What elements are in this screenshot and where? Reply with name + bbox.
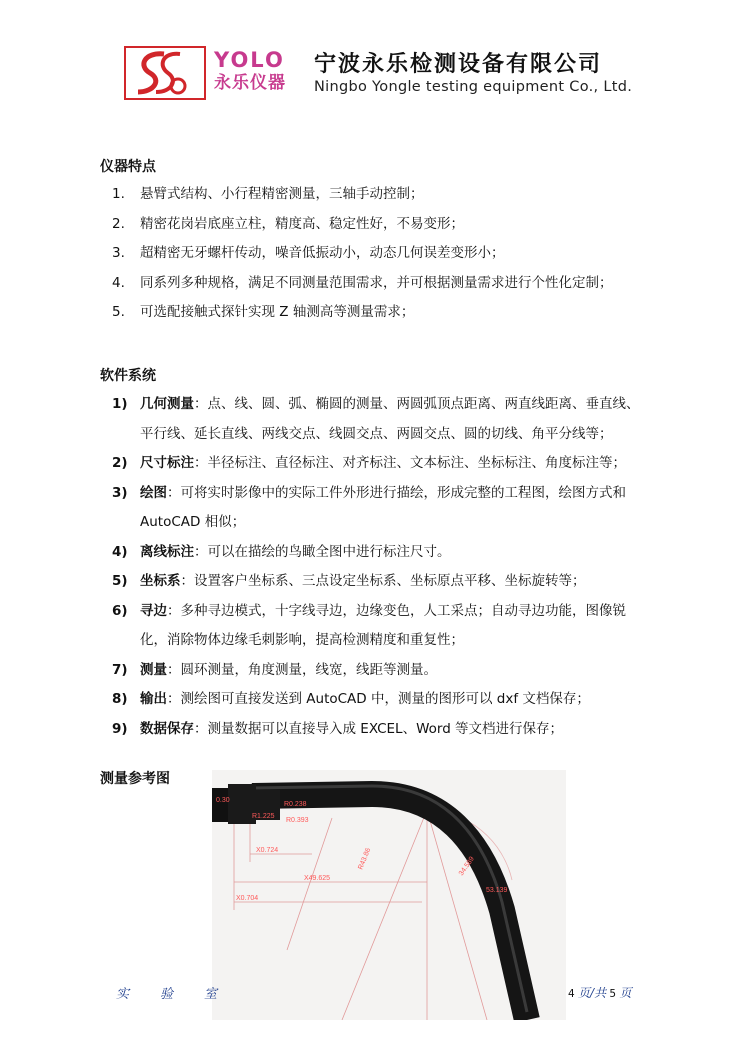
list-item (100, 567, 700, 597)
company-name-cn: 宁波永乐检测设备有限公司 (314, 52, 603, 77)
page-number: 4 (568, 988, 575, 1000)
footer-char: 室 (204, 987, 219, 1002)
item-text: ：点、线、圆、弧、椭圆的测量、两圆弧顶点距离、两直线距离、垂直线、 (194, 396, 640, 412)
item-number: 3. (112, 245, 125, 261)
item-text: ：可将实时影像中的实际工件外形进行描绘，形成完整的工程图，绘图方式和 (167, 484, 626, 501)
list-item (100, 269, 700, 299)
item-number: 6) (112, 602, 128, 619)
page-separator: 页/共 (578, 986, 607, 1000)
item-number: 7) (112, 661, 128, 678)
item-label: 数据保存 (140, 720, 194, 737)
item-number: 4) (112, 543, 128, 560)
item-number: 3) (112, 484, 128, 501)
item-label: 输出 (140, 691, 167, 707)
features-list (100, 180, 700, 328)
dim-label: 34.589 (457, 855, 476, 878)
item-text: ：设置客户坐标系、三点设定坐标系、坐标原点平移、坐标旋转等； (180, 573, 586, 589)
features-title: 仪器特点 (100, 159, 156, 175)
logo-cn: 永乐仪器 (214, 73, 286, 93)
item-text: 超精密无牙螺杆传动，噪音低振动小，动态几何误差变形小； (140, 245, 505, 261)
logo-text (214, 48, 324, 94)
software-title: 软件系统 (100, 368, 156, 384)
page-suffix: 页 (619, 986, 632, 1000)
dim-label: 53.139 (486, 887, 508, 894)
reference-title: 测量参考图 (100, 771, 170, 787)
list-item (100, 538, 700, 568)
dim-label: R43.86 (357, 847, 373, 871)
item-text: ：圆环测量，角度测量，线宽，线距等测量。 (167, 661, 437, 678)
company-name-en: Ningbo Yongle testing equipment Co., Ltd. (314, 79, 633, 95)
footer-lab-label (116, 983, 248, 1002)
item-number: 2) (112, 455, 128, 471)
logo-latin: YOLO (214, 48, 285, 72)
item-label: 几何测量 (140, 396, 194, 412)
list-item (100, 180, 700, 210)
item-number: 9) (112, 720, 128, 737)
item-text: 同系列多种规格，满足不同测量范围需求，并可根据测量需求进行个性化定制； (140, 274, 613, 291)
item-number: 1) (112, 396, 128, 412)
item-number: 8) (112, 691, 128, 707)
dim-label: R0.393 (286, 817, 309, 824)
item-label: 离线标注 (140, 543, 194, 560)
list-item (100, 685, 700, 715)
dim-label: R1.225 (252, 813, 275, 820)
item-number: 5) (112, 573, 128, 589)
measurement-reference-image (212, 770, 566, 1020)
item-label: 测量 (140, 661, 167, 678)
list-item (100, 715, 700, 745)
list-item (100, 449, 700, 479)
item-label: 绘图 (140, 484, 167, 501)
item-text: ：可以在描绘的鸟瞰全图中进行标注尺寸。 (194, 543, 451, 560)
item-text: ：测绘图可直接发送到 AutoCAD 中，测量的图形可以 dxf 文档保存； (167, 691, 590, 707)
dim-label: R0.238 (284, 801, 307, 808)
list-item (100, 390, 700, 449)
list-item (100, 656, 700, 686)
item-number: 2. (112, 215, 125, 232)
item-number: 4. (112, 274, 125, 291)
dim-label: X49.625 (304, 875, 331, 882)
bent-pipe-drawing-icon (212, 770, 566, 1020)
list-item (100, 597, 700, 656)
item-text: ：测量数据可以直接导入成 EXCEL、Word 等文档进行保存； (194, 720, 564, 737)
item-text: 精密花岗岩底座立柱，精度高、稳定性好，不易变形； (140, 215, 464, 232)
item-label: 坐标系 (140, 573, 181, 589)
company-logo-icon (124, 46, 206, 100)
dim-label: X0.704 (236, 895, 259, 902)
company-name (314, 52, 664, 96)
dim-label: X0.724 (256, 847, 279, 854)
list-item (100, 298, 700, 328)
item-text: ：半径标注、直径标注、对齐标注、文本标注、坐标标注、角度标注等； (194, 455, 626, 471)
item-text-cont: AutoCAD 相似； (140, 514, 246, 530)
footer-char: 实 (116, 987, 131, 1002)
item-label: 尺寸标注 (140, 455, 194, 471)
item-text: 可选配接触式探针实现 Z 轴测高等测量需求； (140, 304, 415, 320)
list-item (100, 210, 700, 240)
footer-char: 验 (160, 987, 175, 1002)
item-text-cont: 化，消除物体边缘毛刺影响，提高检测精度和重复性； (140, 632, 464, 648)
list-item (100, 239, 700, 269)
item-label: 寻边 (140, 602, 167, 619)
software-list (100, 390, 700, 744)
item-number: 5. (112, 304, 125, 320)
item-text: ：多种寻边模式，十字线寻边，边缘变色，人工采点；自动寻边功能，图像锐 (167, 602, 626, 619)
dim-label: 0.30 (216, 797, 230, 804)
item-text-cont: 平行线、延长直线、两线交点、线圆交点、两圆交点、圆的切线、角平分线等； (140, 425, 613, 442)
letterhead (124, 44, 664, 102)
list-item (100, 479, 700, 538)
item-text: 悬臂式结构、小行程精密测量，三轴手动控制； (140, 186, 424, 202)
item-number: 1. (112, 186, 125, 202)
page-total: 5 (609, 988, 617, 1000)
page-indicator (568, 984, 631, 1001)
